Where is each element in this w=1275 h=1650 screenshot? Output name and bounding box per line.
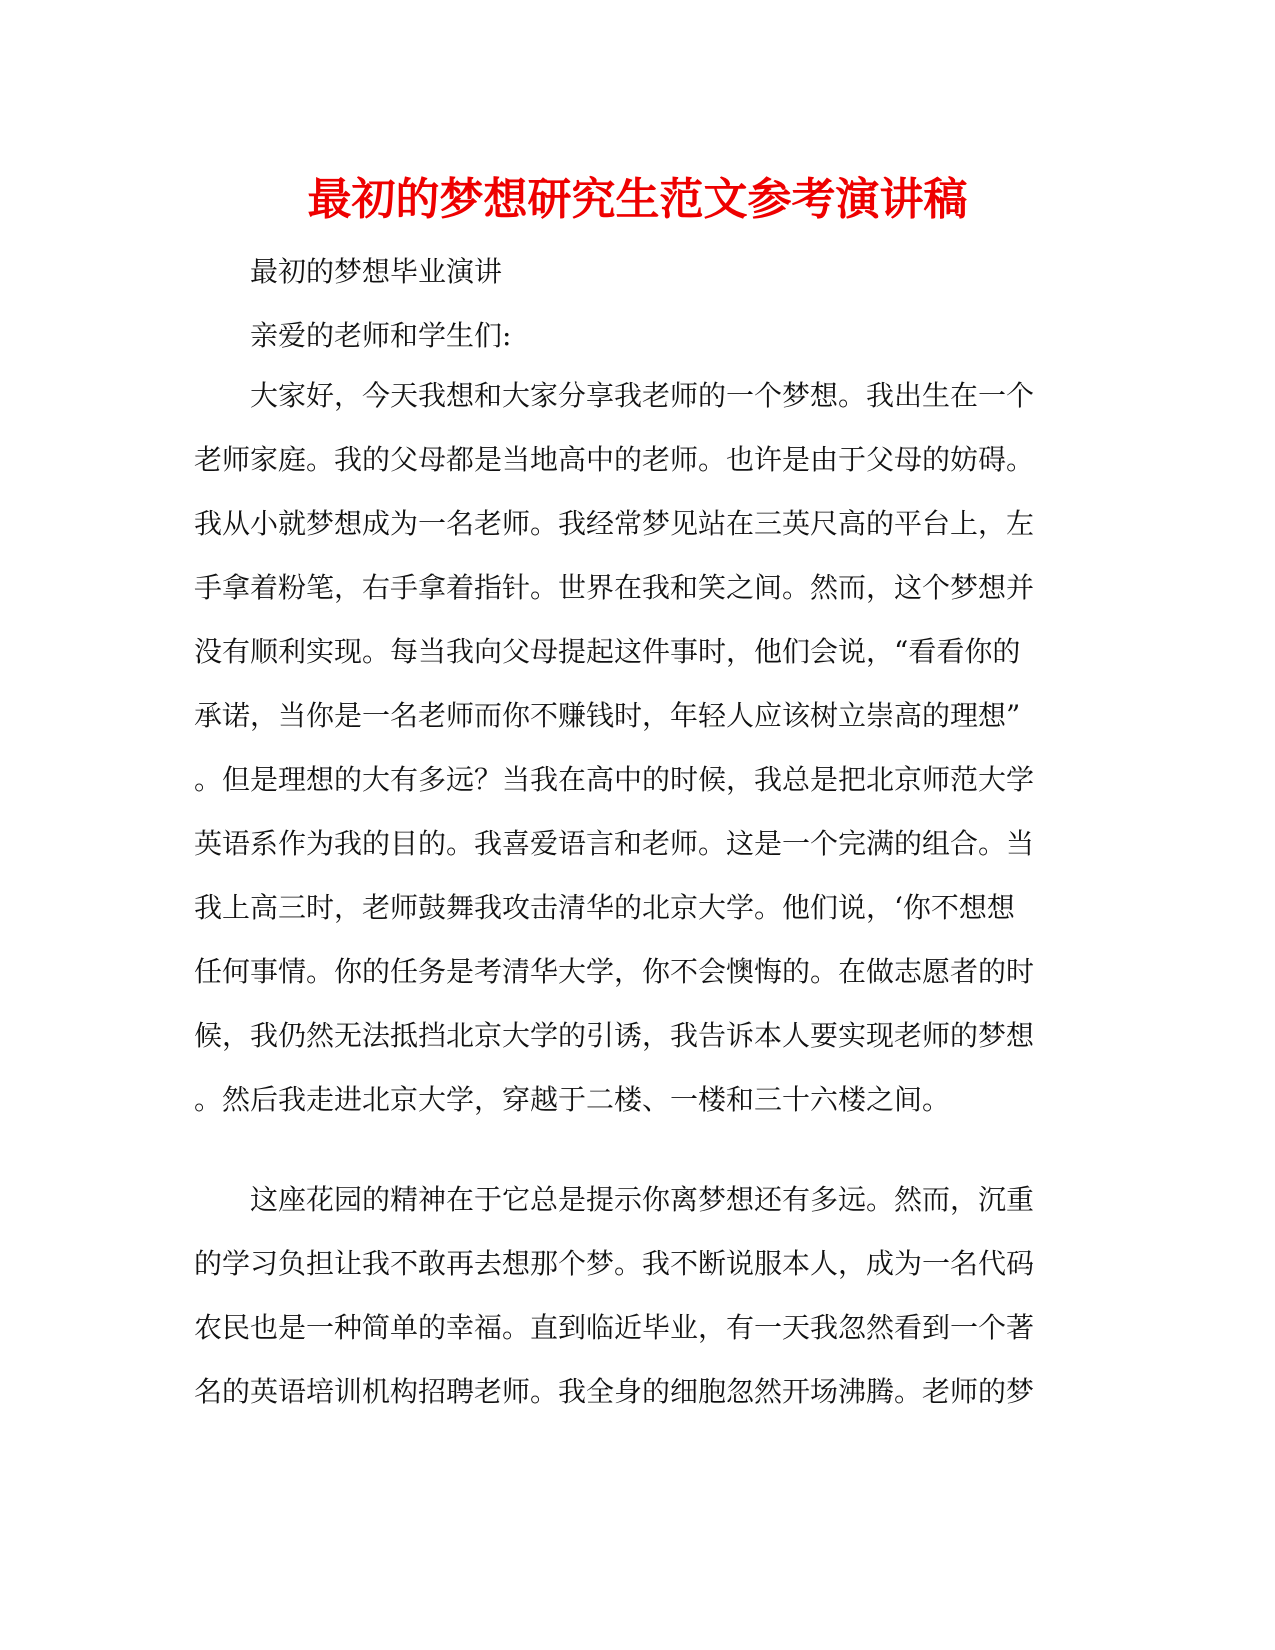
paragraph-line: 。然后我走进北京大学，穿越于二楼、一楼和三十六楼之间。 (194, 1083, 951, 1116)
paragraph-line: 没有顺利实现。每当我向父母提起这件事时，他们会说，“看看你的 (194, 635, 1021, 668)
paragraph-line: 候，我仍然无法抵挡北京大学的引诱，我告诉本人要实现老师的梦想 (194, 1019, 1035, 1052)
paragraph-line: 农民也是一种简单的幸福。直到临近毕业，有一天我忽然看到一个著 (194, 1311, 1035, 1344)
paragraph-line: 手拿着粉笔，右手拿着指针。世界在我和笑之间。然而，这个梦想并 (194, 571, 1035, 604)
paragraph-line: 承诺，当你是一名老师而你不赚钱时，年轻人应该树立崇高的理想” (194, 699, 1021, 732)
paragraph-line: 的学习负担让我不敢再去想那个梦。我不断说服本人，成为一名代码 (194, 1247, 1035, 1280)
paragraph-line: 我上高三时，老师鼓舞我攻击清华的北京大学。他们说，‘你不想想 (194, 891, 1015, 924)
paragraph-line: 任何事情。你的任务是考清华大学，你不会懊悔的。在做志愿者的时 (194, 955, 1035, 988)
paragraph-1 (194, 364, 1074, 1132)
paragraph-line: 英语系作为我的目的。我喜爱语言和老师。这是一个完满的组合。当 (194, 827, 1035, 860)
paragraph-line: 大家好，今天我想和大家分享我老师的一个梦想。我出生在一个 (250, 379, 1035, 412)
page-title: 最初的梦想研究生范文参考演讲稿 (307, 174, 968, 225)
paragraph-line: 老师家庭。我的父母都是当地高中的老师。也许是由于父母的妨碍。 (194, 443, 1035, 476)
paragraph-line: 这座花园的精神在于它总是提示你离梦想还有多远。然而，沉重 (250, 1183, 1035, 1216)
document-body-top (194, 240, 1074, 368)
paragraph-2 (194, 1168, 1074, 1424)
paragraph-line: 。但是理想的大有多远？当我在高中的时候，我总是把北京师范大学 (194, 763, 1035, 796)
paragraph-line: 名的英语培训机构招聘老师。我全身的细胞忽然开场沸腾。老师的梦 (194, 1375, 1035, 1408)
greeting-line: 亲爱的老师和学生们: (250, 319, 512, 352)
paragraph-line: 我从小就梦想成为一名老师。我经常梦见站在三英尺高的平台上，左 (194, 507, 1035, 540)
document-subtitle: 最初的梦想毕业演讲 (250, 255, 503, 288)
